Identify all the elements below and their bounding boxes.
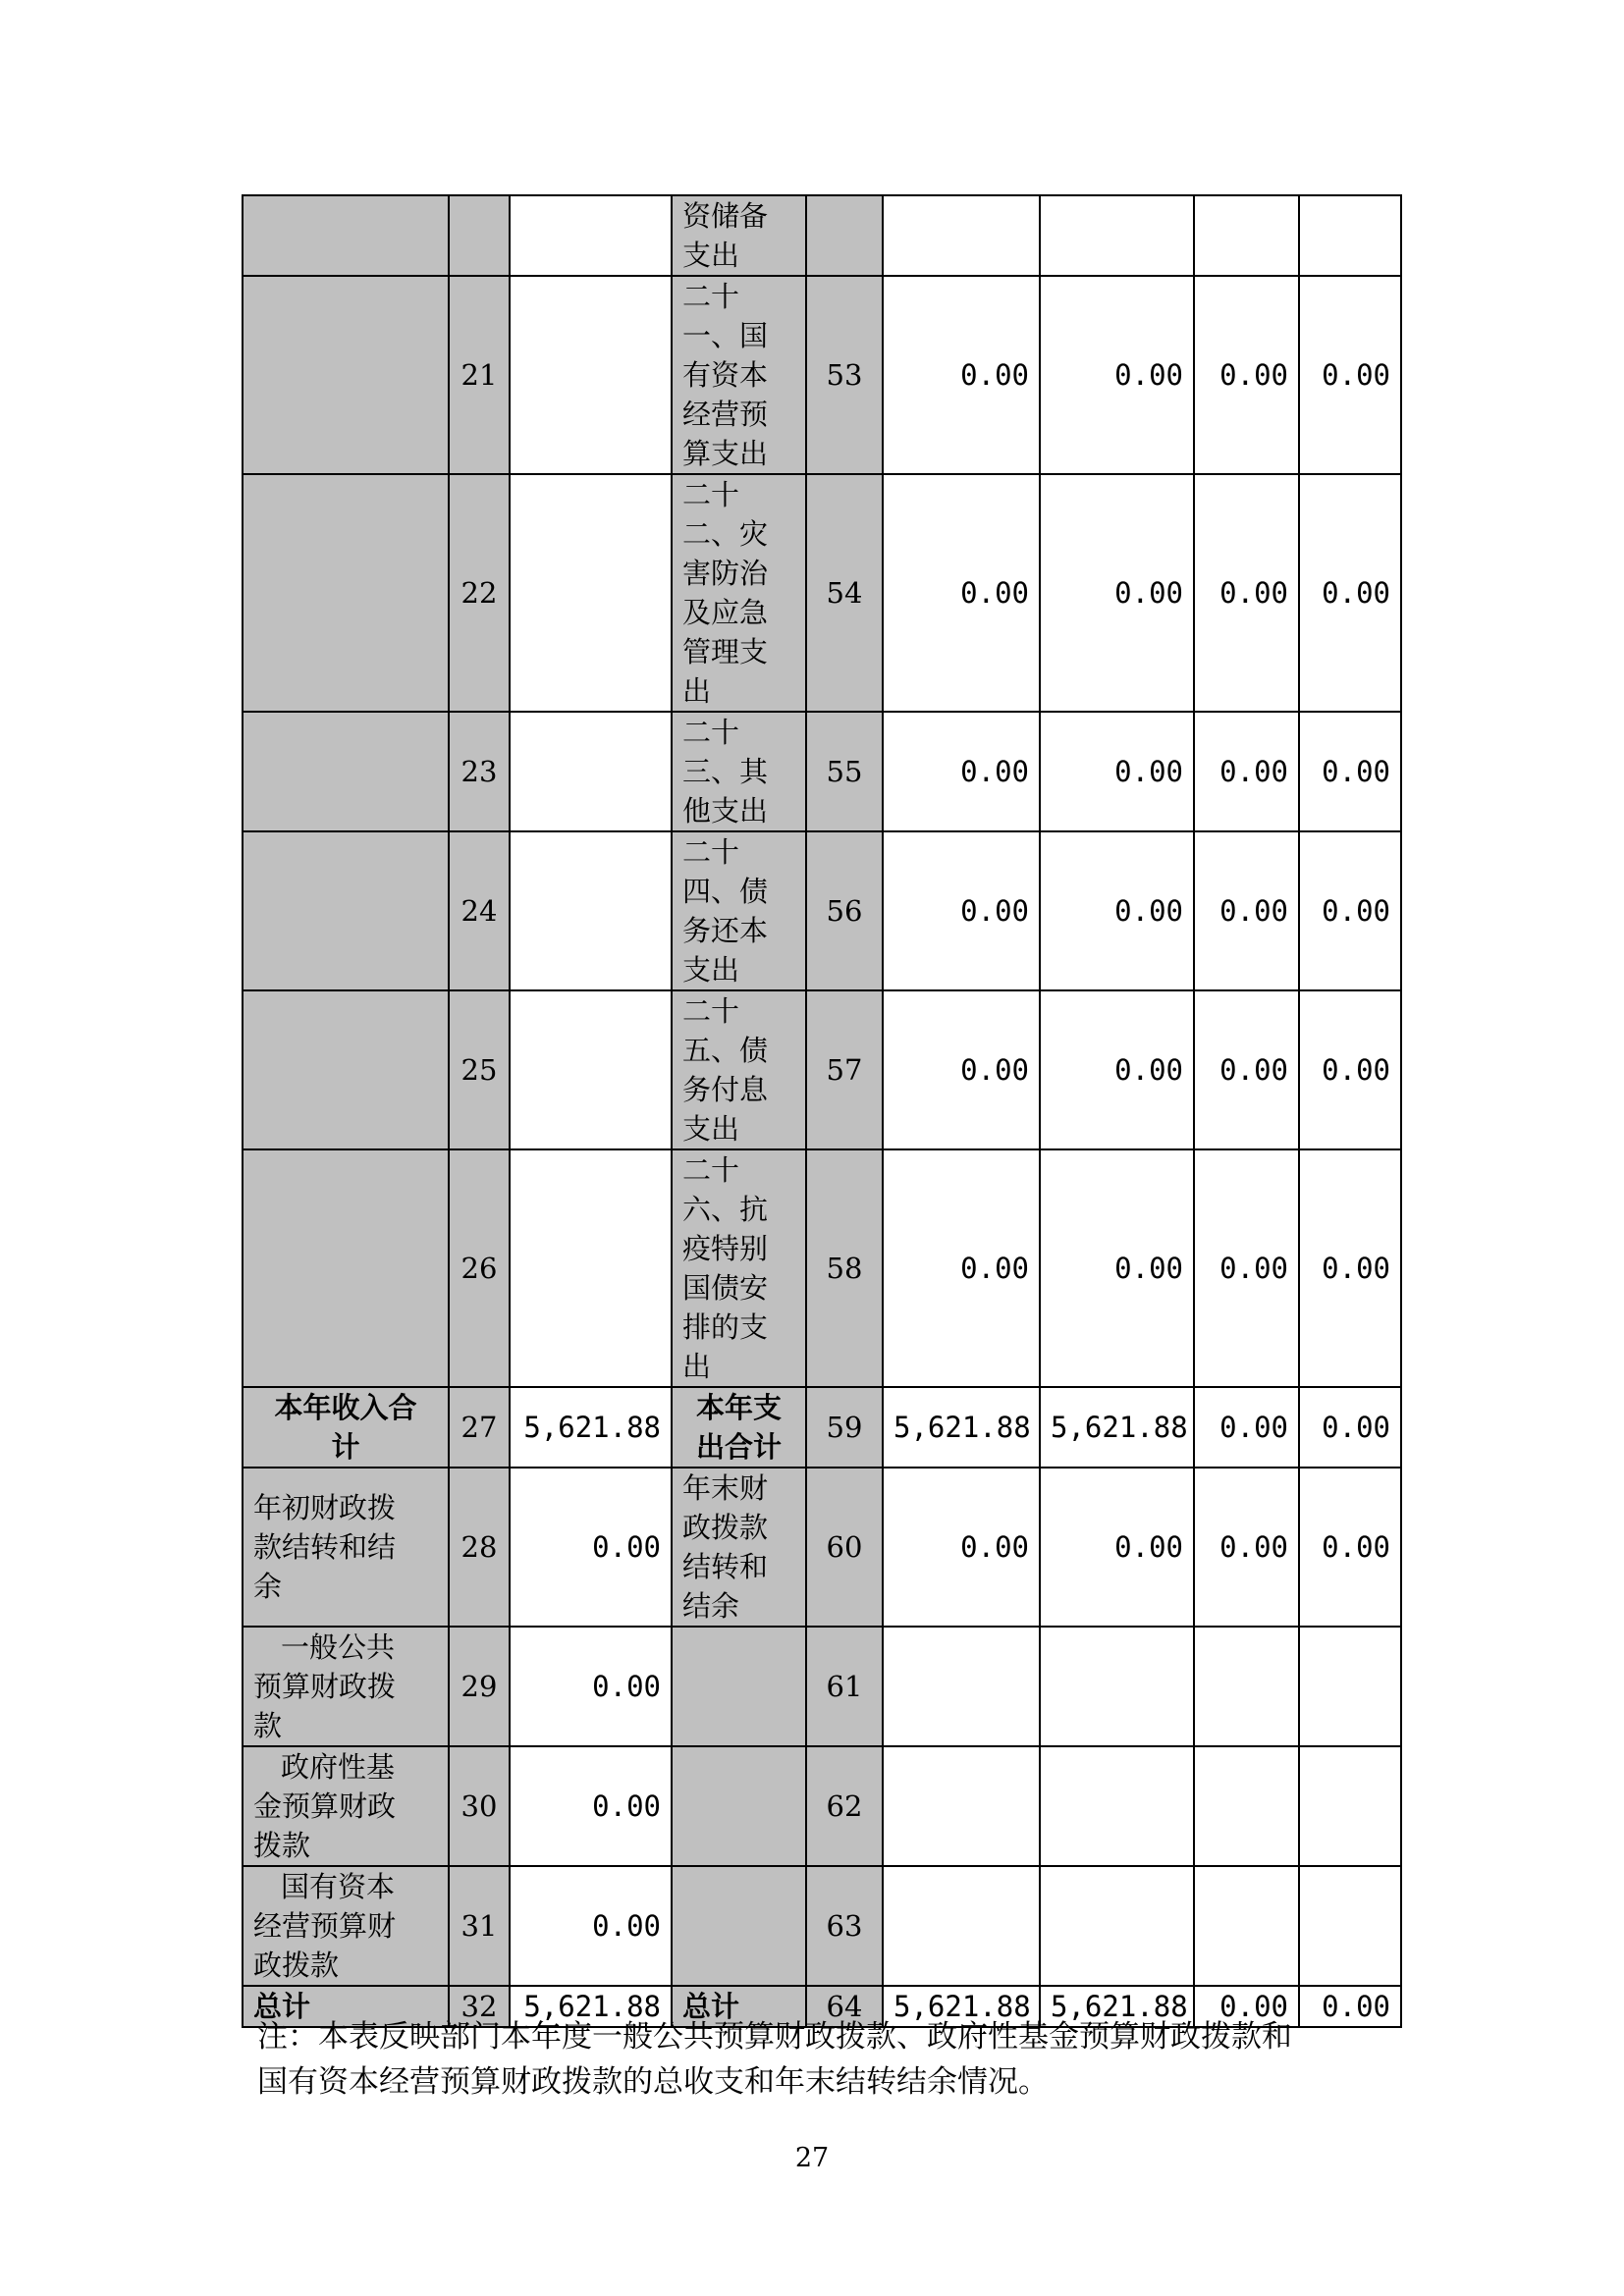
expense-amount-v2: 0.00 <box>1040 1149 1194 1387</box>
expense-amount-v2: 0.00 <box>1040 474 1194 712</box>
table-row <box>243 195 1401 276</box>
expense-amount-v4: 0.00 <box>1299 831 1401 990</box>
income-amount <box>510 831 672 990</box>
cell-text-line: 经营预算财 <box>253 1909 397 1943</box>
expense-amount-v1: 0.00 <box>883 990 1040 1149</box>
budget-table <box>242 194 1402 2028</box>
cell-text-line: 有资本 <box>682 358 769 392</box>
cell-text-line: 二十 <box>682 478 740 511</box>
cell-text-line: 结转和 <box>682 1550 769 1583</box>
expense-amount-v1: 0.00 <box>883 276 1040 474</box>
expense-amount-v3: 0.00 <box>1194 990 1299 1149</box>
cell-text-line: 政府性基 <box>281 1750 396 1784</box>
income-label-cell <box>243 1387 449 1468</box>
income-amount: 0.00 <box>510 1627 672 1746</box>
expense-row-number: 63 <box>806 1866 883 1986</box>
income-row-number: 24 <box>449 831 510 990</box>
cell-text-line: 三、其 <box>682 755 769 788</box>
expense-amount-v4: 0.00 <box>1299 1468 1401 1627</box>
expense-amount-v1 <box>883 1627 1040 1746</box>
income-row-number <box>449 195 510 276</box>
cell-text-line: 二十 <box>682 716 740 749</box>
table-row <box>243 276 1401 474</box>
expense-amount-v4: 0.00 <box>1299 276 1401 474</box>
cell-text-line: 年初财政拨 <box>253 1491 397 1524</box>
cell-text-line: 国有资本 <box>281 1870 396 1903</box>
cell-text-line: 务还本 <box>682 914 769 947</box>
expense-amount-v3: 0.00 <box>1194 1149 1299 1387</box>
cell-text-line: 出合计 <box>695 1430 782 1464</box>
income-amount <box>510 990 672 1149</box>
income-amount <box>510 276 672 474</box>
cell-text-line: 算支出 <box>682 437 769 470</box>
cell-text-line: 本年收入合 <box>274 1391 417 1424</box>
cell-text-line: 六、抗 <box>682 1193 769 1226</box>
table-body <box>243 195 1401 2027</box>
cell-text-line: 本年支 <box>695 1391 782 1424</box>
cell-text-line: 金预算财政 <box>253 1789 397 1823</box>
cell-text-line: 余 <box>253 1570 283 1603</box>
income-row-number: 28 <box>449 1468 510 1627</box>
income-row-number: 23 <box>449 712 510 831</box>
table-row <box>243 831 1401 990</box>
footnote-line: 注：本表反映部门本年度一般公共预算财政拨款、政府性基金预算财政拨款和 <box>257 2019 1292 2055</box>
expense-label-cell <box>672 1627 806 1746</box>
cell-text-line: 疫特别 <box>682 1232 769 1265</box>
expense-amount-v2: 5,621.88 <box>1040 1986 1194 2027</box>
expense-label-cell <box>672 712 806 831</box>
expense-label-cell <box>672 990 806 1149</box>
income-amount <box>510 1149 672 1387</box>
expense-label-cell <box>672 1746 806 1866</box>
expense-label-cell <box>672 276 806 474</box>
income-amount: 0.00 <box>510 1746 672 1866</box>
expense-amount-v1: 0.00 <box>883 712 1040 831</box>
income-label-cell <box>243 1746 449 1866</box>
expense-row-number: 58 <box>806 1149 883 1387</box>
expense-amount-v2: 0.00 <box>1040 276 1194 474</box>
footnote-line: 国有资本经营预算财政拨款的总收支和年末结转结余情况。 <box>257 2064 1049 2100</box>
income-row-number: 31 <box>449 1866 510 1986</box>
income-amount: 5,621.88 <box>510 1986 672 2027</box>
page-number: 27 <box>794 2143 830 2173</box>
table-row <box>243 1866 1401 1986</box>
table-row <box>243 1468 1401 1627</box>
expense-row-number: 54 <box>806 474 883 712</box>
income-label-cell <box>243 276 449 474</box>
cell-text-line: 预算财政拨 <box>253 1670 397 1703</box>
cell-text-line: 出 <box>682 1350 712 1383</box>
cell-text-line: 政拨款 <box>253 1949 340 1982</box>
expense-row-number: 64 <box>806 1986 883 2027</box>
expense-amount-v3 <box>1194 1746 1299 1866</box>
expense-amount-v4 <box>1299 1866 1401 1986</box>
expense-row-number: 60 <box>806 1468 883 1627</box>
expense-amount-v1: 0.00 <box>883 1149 1040 1387</box>
expense-amount-v4: 0.00 <box>1299 990 1401 1149</box>
cell-text-line: 支出 <box>682 953 740 987</box>
expense-row-number: 56 <box>806 831 883 990</box>
expense-amount-v2: 5,621.88 <box>1040 1387 1194 1468</box>
cell-text-line: 二十 <box>682 835 740 869</box>
expense-row-number: 61 <box>806 1627 883 1746</box>
expense-label-cell <box>672 831 806 990</box>
income-row-number: 30 <box>449 1746 510 1866</box>
expense-amount-v4 <box>1299 195 1401 276</box>
cell-text-line: 支出 <box>682 239 740 272</box>
income-label-cell <box>243 195 449 276</box>
expense-amount-v3: 0.00 <box>1194 276 1299 474</box>
cell-text-line: 国债安 <box>682 1271 769 1305</box>
cell-text-line: 一般公共 <box>281 1630 396 1664</box>
income-row-number: 21 <box>449 276 510 474</box>
income-label-cell <box>243 1149 449 1387</box>
income-label-cell <box>243 1627 449 1746</box>
expense-label-cell <box>672 1149 806 1387</box>
income-row-number: 32 <box>449 1986 510 2027</box>
table-row <box>243 1149 1401 1387</box>
table-row <box>243 990 1401 1149</box>
expense-amount-v2 <box>1040 1746 1194 1866</box>
table-row <box>243 712 1401 831</box>
income-row-number: 26 <box>449 1149 510 1387</box>
cell-text-line: 四、债 <box>682 875 769 908</box>
expense-amount-v2 <box>1040 195 1194 276</box>
income-label-cell <box>243 1468 449 1627</box>
income-row-number: 27 <box>449 1387 510 1468</box>
cell-text-line: 计 <box>331 1430 360 1464</box>
expense-amount-v1: 5,621.88 <box>883 1387 1040 1468</box>
cell-text-line: 及应急 <box>682 596 769 629</box>
cell-text-line: 五、债 <box>682 1034 769 1067</box>
expense-amount-v2 <box>1040 1627 1194 1746</box>
expense-amount-v1 <box>883 195 1040 276</box>
cell-text-line: 管理支 <box>682 635 769 668</box>
income-label-cell <box>243 474 449 712</box>
table-row <box>243 1627 1401 1746</box>
cell-text-line: 政拨款 <box>682 1511 769 1544</box>
expense-row-number: 53 <box>806 276 883 474</box>
income-amount <box>510 474 672 712</box>
income-label-cell <box>243 1866 449 1986</box>
expense-amount-v3 <box>1194 1866 1299 1986</box>
income-amount <box>510 712 672 831</box>
expense-amount-v3: 0.00 <box>1194 831 1299 990</box>
cell-text-line: 二十 <box>682 280 740 313</box>
expense-amount-v1 <box>883 1866 1040 1986</box>
cell-text-line: 务付息 <box>682 1073 769 1106</box>
expense-label-cell <box>672 1387 806 1468</box>
cell-text-line: 结余 <box>682 1589 740 1623</box>
cell-text-line: 支出 <box>682 1112 740 1146</box>
expense-amount-v1: 0.00 <box>883 474 1040 712</box>
expense-amount-v2: 0.00 <box>1040 990 1194 1149</box>
expense-amount-v4: 0.00 <box>1299 1986 1401 2027</box>
table-row <box>243 474 1401 712</box>
expense-row-number: 62 <box>806 1746 883 1866</box>
income-amount: 0.00 <box>510 1866 672 1986</box>
cell-text-line: 出 <box>682 674 712 708</box>
cell-text-line: 款结转和结 <box>253 1530 397 1564</box>
cell-text-line: 排的支 <box>682 1310 769 1344</box>
expense-row-number: 57 <box>806 990 883 1149</box>
expense-amount-v1: 0.00 <box>883 831 1040 990</box>
income-amount: 5,621.88 <box>510 1387 672 1468</box>
income-label-cell <box>243 990 449 1149</box>
cell-text-line: 二十 <box>682 1153 740 1187</box>
expense-amount-v4 <box>1299 1746 1401 1866</box>
income-amount <box>510 195 672 276</box>
cell-text-line: 总计 <box>682 1990 740 2023</box>
expense-amount-v4: 0.00 <box>1299 1387 1401 1468</box>
cell-text-line: 年末财 <box>682 1471 769 1505</box>
cell-text-line: 二、灾 <box>682 517 769 551</box>
expense-row-number: 59 <box>806 1387 883 1468</box>
expense-amount-v4: 0.00 <box>1299 1149 1401 1387</box>
cell-text-line: 经营预 <box>682 398 769 431</box>
income-row-number: 29 <box>449 1627 510 1746</box>
expense-label-cell <box>672 1866 806 1986</box>
cell-text-line: 拨款 <box>253 1829 311 1862</box>
expense-amount-v1: 0.00 <box>883 1468 1040 1627</box>
expense-row-number: 55 <box>806 712 883 831</box>
expense-amount-v3: 0.00 <box>1194 1387 1299 1468</box>
expense-amount-v2 <box>1040 1866 1194 1986</box>
income-label-cell <box>243 712 449 831</box>
cell-text-line: 一、国 <box>682 319 769 352</box>
expense-amount-v2: 0.00 <box>1040 1468 1194 1627</box>
expense-label-cell <box>672 195 806 276</box>
cell-text-line: 款 <box>253 1709 283 1742</box>
cell-text-line: 资储备 <box>682 199 769 233</box>
expense-amount-v3: 0.00 <box>1194 712 1299 831</box>
income-label-cell <box>243 831 449 990</box>
footnote <box>257 2014 1396 2105</box>
expense-amount-v3: 0.00 <box>1194 1468 1299 1627</box>
cell-text-line: 二十 <box>682 994 740 1028</box>
cell-text-line: 害防治 <box>682 557 769 590</box>
expense-amount-v2: 0.00 <box>1040 712 1194 831</box>
expense-amount-v3: 0.00 <box>1194 474 1299 712</box>
table-row <box>243 1387 1401 1468</box>
expense-label-cell <box>672 474 806 712</box>
expense-amount-v3: 0.00 <box>1194 1986 1299 2027</box>
expense-amount-v3 <box>1194 195 1299 276</box>
income-row-number: 22 <box>449 474 510 712</box>
income-amount: 0.00 <box>510 1468 672 1627</box>
expense-amount-v3 <box>1194 1627 1299 1746</box>
table-row <box>243 1746 1401 1866</box>
expense-amount-v1: 5,621.88 <box>883 1986 1040 2027</box>
expense-amount-v2: 0.00 <box>1040 831 1194 990</box>
expense-label-cell <box>672 1468 806 1627</box>
income-row-number: 25 <box>449 990 510 1149</box>
expense-amount-v4: 0.00 <box>1299 474 1401 712</box>
expense-amount-v1 <box>883 1746 1040 1866</box>
expense-amount-v4 <box>1299 1627 1401 1746</box>
expense-row-number <box>806 195 883 276</box>
cell-text-line: 总计 <box>253 1990 311 2023</box>
expense-amount-v4: 0.00 <box>1299 712 1401 831</box>
cell-text-line: 他支出 <box>682 794 769 828</box>
